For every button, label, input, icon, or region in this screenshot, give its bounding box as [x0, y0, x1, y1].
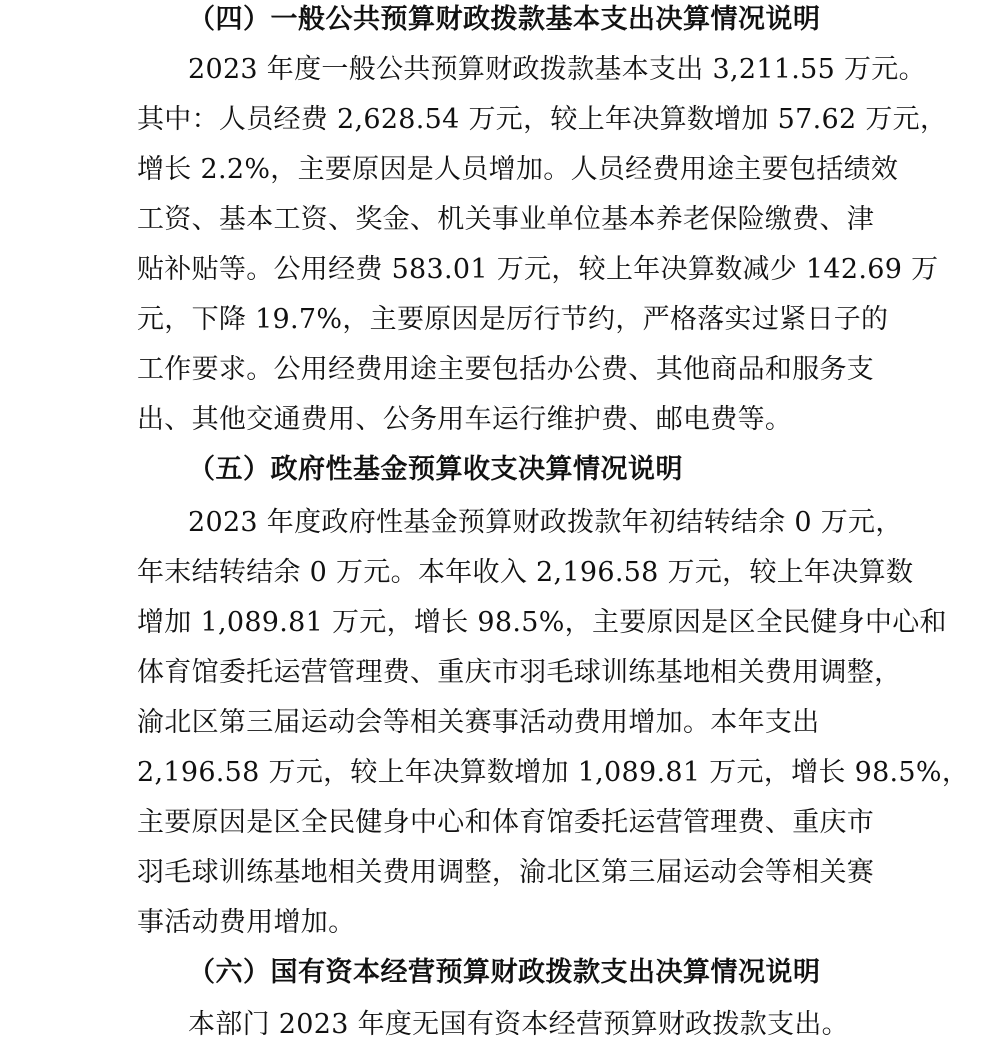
section5-line-9: 事活动费用增加。 [137, 907, 356, 938]
section4-line-3: 增长 2.2%，主要原因是人员增加。人员经费用途主要包括绩效 [137, 154, 899, 185]
section4-line-1: 2023 年度一般公共预算财政拨款基本支出 3,211.55 万元。 [188, 54, 926, 85]
section4-line-8: 出、其他交通费用、公务用车运行维护费、邮电费等。 [137, 404, 793, 435]
section4-line-7: 工作要求。公用经费用途主要包括办公费、其他商品和服务支 [137, 354, 875, 385]
section5-line-3: 增加 1,089.81 万元，增长 98.5%，主要原因是区全民健身中心和 [137, 607, 947, 638]
section5-line-2: 年末结转结余 0 万元。本年收入 2,196.58 万元，较上年决算数 [137, 557, 914, 588]
section5-line-4: 体育馆委托运营管理费、重庆市羽毛球训练基地相关费用调整， [137, 657, 902, 688]
section5-heading: （五）政府性基金预算收支决算情况说明 [188, 454, 683, 485]
section5-line-8: 羽毛球训练基地相关费用调整，渝北区第三届运动会等相关赛 [137, 857, 875, 888]
section4-line-6: 元，下降 19.7%，主要原因是厉行节约，严格落实过紧日子的 [137, 304, 889, 335]
section4-line-2: 其中：人员经费 2,628.54 万元，较上年决算数增加 57.62 万元， [137, 104, 948, 135]
section6-line-1: 本部门 2023 年度无国有资本经营预算财政拨款支出。 [188, 1009, 849, 1040]
section4-line-5: 贴补贴等。公用经费 583.01 万元，较上年决算数减少 142.69 万 [137, 254, 939, 285]
section5-line-1: 2023 年度政府性基金预算财政拨款年初结转结余 0 万元， [188, 507, 903, 538]
section5-line-6: 2,196.58 万元，较上年决算数增加 1,089.81 万元，增长 98.5%， [137, 757, 970, 788]
section5-line-7: 主要原因是区全民健身中心和体育馆委托运营管理费、重庆市 [137, 807, 875, 838]
section4-heading: （四）一般公共预算财政拨款基本支出决算情况说明 [188, 4, 821, 35]
section4-line-4: 工资、基本工资、奖金、机关事业单位基本养老保险缴费、津 [137, 204, 875, 235]
section5-line-5: 渝北区第三届运动会等相关赛事活动费用增加。本年支出 [137, 707, 820, 738]
section6-heading: （六）国有资本经营预算财政拨款支出决算情况说明 [188, 957, 821, 988]
